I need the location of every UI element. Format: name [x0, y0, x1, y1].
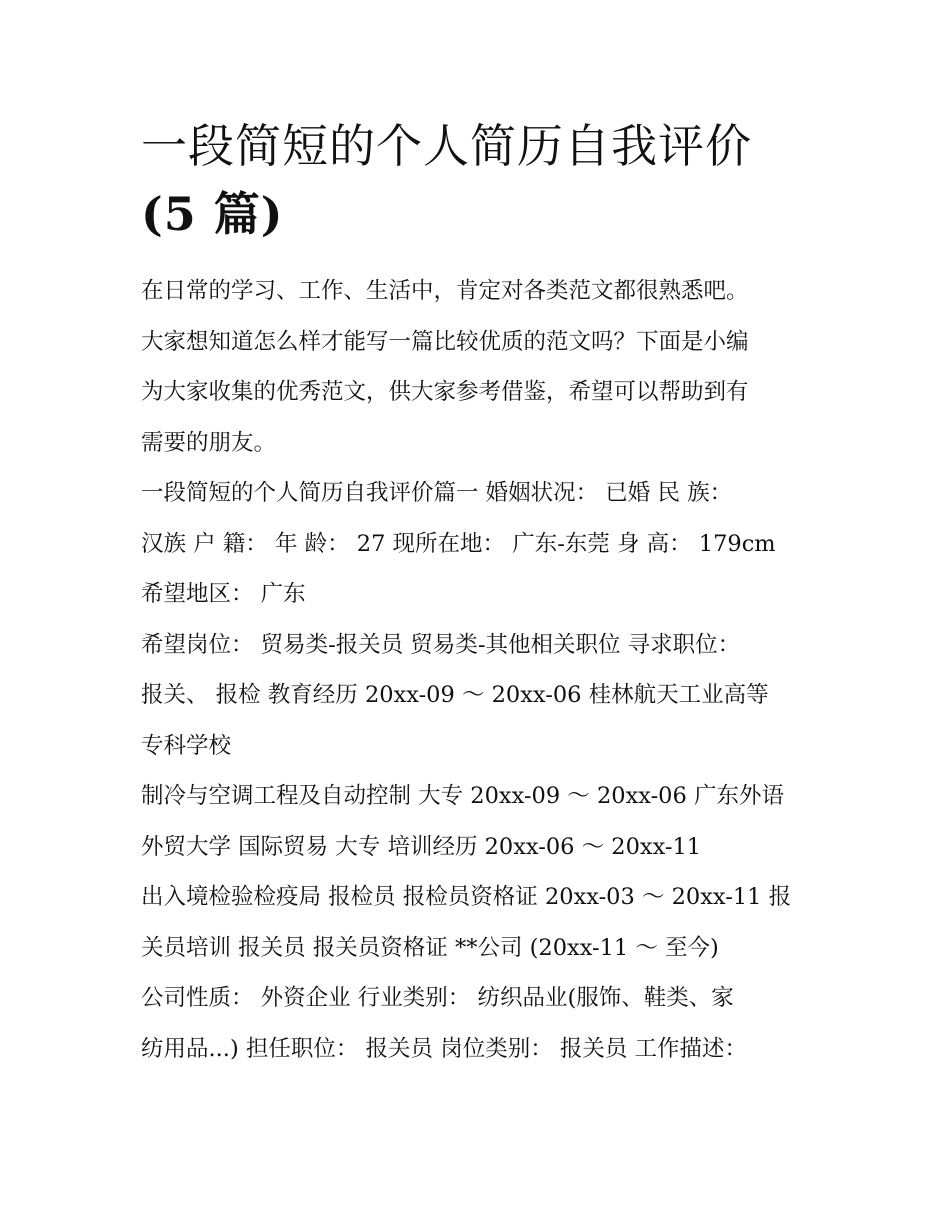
document-title: [141, 112, 831, 248]
text-line: 纺用品...) 担任职位： 报关员 岗位类别： 报关员 工作描述：: [141, 1035, 747, 1062]
text-line: 希望岗位： 贸易类-报关员 贸易类-其他相关职位 寻求职位：: [141, 631, 741, 658]
text-line: 在日常的学习、工作、生活中，肯定对各类范文都很熟悉吧。: [141, 278, 749, 304]
text-line: 报关、 报检 教育经历 20xx-09 ～ 20xx-06 桂林航天工业高等: [141, 682, 769, 708]
text-line: 需要的朋友。: [141, 429, 277, 456]
paragraph-personal-info: [141, 468, 831, 620]
text-line: 大家想知道怎么样才能写一篇比较优质的范文吗？下面是小编: [141, 328, 749, 355]
paragraph-certificates-employment: [141, 872, 831, 973]
text-line: 制冷与空调工程及自动控制 大专 20xx-09 ～ 20xx-06 广东外语: [141, 783, 784, 809]
text-line: 希望地区： 广东: [141, 581, 306, 607]
paragraph-job-intent-education: [141, 620, 831, 772]
title-line-count: (5 篇): [141, 187, 284, 241]
document-page: [141, 112, 831, 1074]
text-line: 专科学校: [141, 732, 232, 759]
text-line: 出入境检验检疫局 报检员 报检员资格证 20xx-03 ～ 20xx-11 报: [141, 884, 792, 910]
document-body: [141, 266, 831, 1074]
title-line-main: 一段简短的个人简历自我评价: [141, 119, 752, 173]
text-line: 关员培训 报关员 报关员资格证 **公司 (20xx-11 ～ 至今): [141, 934, 719, 961]
paragraph-education-training: [141, 771, 831, 872]
text-line: 外贸大学 国际贸易 大专 培训经历 20xx-06 ～ 20xx-11: [141, 833, 702, 860]
text-line: 一段简短的个人简历自我评价篇一 婚姻状况： 已婚 民 族：: [141, 480, 733, 506]
paragraph-intro: [141, 266, 831, 468]
text-line: 汉族 户 籍： 年 龄： 27 现所在地： 广东-东莞 身 高： 179cm: [141, 530, 776, 557]
text-line: 公司性质： 外资企业 行业类别： 纺织品业(服饰、鞋类、家: [141, 985, 734, 1011]
text-line: 为大家收集的优秀范文，供大家参考借鉴，希望可以帮助到有: [141, 379, 749, 405]
paragraph-company-details: [141, 973, 831, 1074]
